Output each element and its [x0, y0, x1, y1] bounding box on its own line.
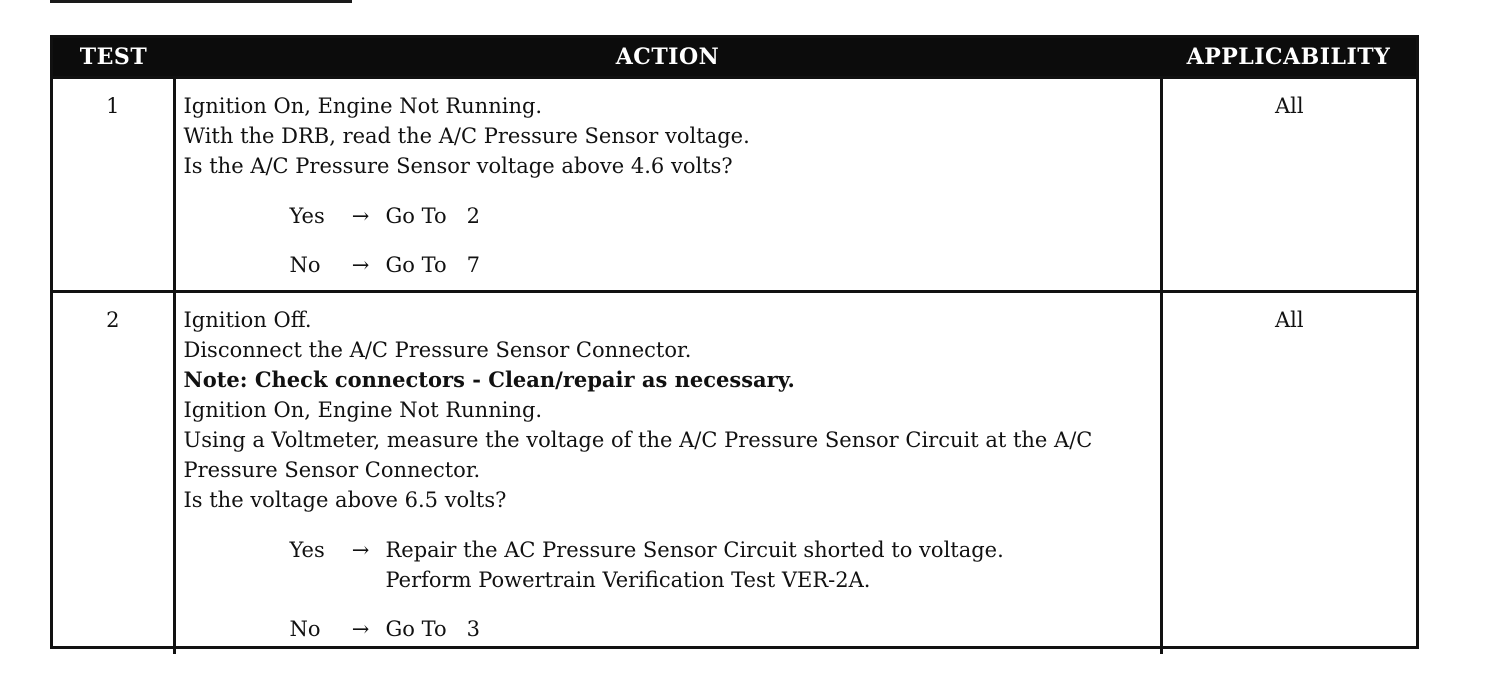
table-header-row — [53, 38, 1416, 78]
choice-no — [290, 614, 1152, 644]
top-rule — [50, 0, 352, 3]
choices — [290, 201, 1152, 280]
applicability-value: All — [1161, 78, 1416, 292]
choice-yes — [290, 535, 1152, 595]
test-number: 2 — [53, 292, 174, 655]
action-line: Ignition On, Engine Not Running. — [183, 94, 543, 118]
action-cell — [174, 292, 1161, 655]
result-text: Repair the AC Pressure Sensor Circuit shorted to voltage. Perform Powertrain Verification Test VER-2A. — [385, 538, 1004, 592]
answer-label: No — [289, 617, 321, 641]
action-line: Ignition On, Engine Not Running. — [183, 398, 543, 422]
test-action-table — [53, 38, 1416, 654]
action-line: Is the A/C Pressure Sensor voltage above 4.6 volts? — [183, 154, 733, 178]
applicability-value: All — [1161, 292, 1416, 655]
action-line: Is the voltage above 6.5 volts? — [183, 488, 507, 512]
diagnostic-table — [50, 35, 1419, 649]
action-cell — [174, 78, 1161, 292]
header-action: ACTION — [174, 38, 1161, 78]
action-line: With the DRB, read the A/C Pressure Sensor voltage. — [183, 124, 750, 148]
right-arrow-icon: → — [351, 538, 370, 562]
action-line: Using a Voltmeter, measure the voltage of the A/C Pressure Sensor Circuit at the A/C — [183, 428, 1093, 452]
action-line: Disconnect the A/C Pressure Sensor Connector. — [183, 338, 692, 362]
note-line: Note: Check connectors - Clean/repair as necessary. — [183, 367, 795, 392]
test-number: 1 — [53, 78, 174, 292]
right-arrow-icon: → — [351, 617, 370, 641]
choice-yes — [290, 201, 1152, 231]
right-arrow-icon: → — [351, 253, 370, 277]
table-row — [53, 292, 1416, 655]
table-row — [53, 78, 1416, 292]
answer-label: Yes — [289, 538, 325, 562]
choice-no — [290, 250, 1152, 280]
answer-label: Yes — [289, 204, 325, 228]
action-line: Pressure Sensor Connector. — [183, 458, 481, 482]
result-text: Go To 2 — [385, 204, 480, 228]
result-text: Go To 3 — [385, 617, 480, 641]
answer-label: No — [289, 253, 321, 277]
header-applicability: APPLICABILITY — [1161, 38, 1416, 78]
choices — [290, 535, 1152, 644]
action-line: Ignition Off. — [183, 308, 312, 332]
right-arrow-icon: → — [351, 204, 370, 228]
header-test: TEST — [53, 38, 174, 78]
result-text: Go To 7 — [385, 253, 480, 277]
